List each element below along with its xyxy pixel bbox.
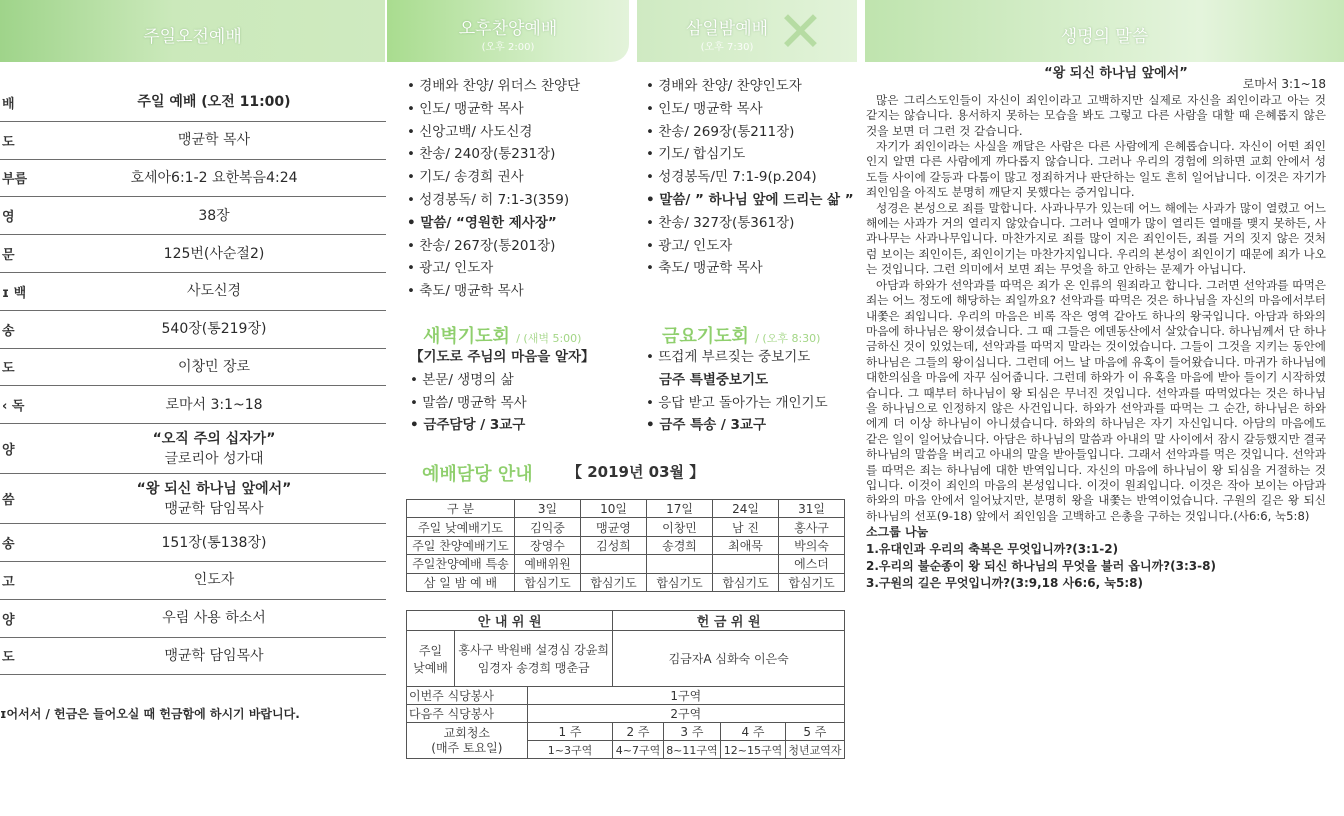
order-row	[0, 524, 386, 562]
word-of-life-title: 생명의 말씀	[1060, 27, 1149, 47]
dawn-prayer-heading	[423, 322, 581, 348]
order-row-text: 540장(통219장)	[161, 321, 267, 338]
table-cell: 박의숙	[779, 536, 845, 554]
worship-duty-table	[406, 499, 845, 592]
cross-icon: ✕	[777, 0, 824, 62]
list-item: • 말씀/ ” 하나님 앞에 드리는 삶 ”	[646, 189, 854, 212]
order-row-label: 도	[2, 650, 15, 666]
kitchen-next-week-label: 다음주 식당봉사	[407, 705, 528, 723]
table-cell: 3일	[515, 500, 581, 518]
order-row-label: 씀	[2, 493, 15, 509]
table-cell: 합심기도	[647, 573, 713, 591]
order-row-value	[42, 130, 386, 150]
list-item: • 신앙고백/ 사도신경	[407, 121, 580, 144]
area-label: 청년교역자	[785, 741, 844, 759]
list-item: 금주 특별중보기도	[659, 371, 769, 388]
worship-duty-month: 【 2019년 03월 】	[567, 463, 705, 481]
list-item: • 경배와 찬양/ 찬양인도자	[646, 75, 854, 98]
order-row	[0, 273, 386, 311]
order-row	[0, 160, 386, 198]
question-item: 1.유대인과 우리의 축복은 무엇입니까?(3:1-2)	[866, 541, 1119, 556]
table-cell: 김익중	[515, 518, 581, 536]
table-cell: 김성희	[581, 536, 647, 554]
offering-header: 헌 금 위 원	[613, 611, 845, 631]
order-row-value	[42, 479, 386, 519]
table-cell: 31일	[779, 500, 845, 518]
order-row-text: 로마서 3:1~18	[165, 396, 263, 413]
table-cell: 주일찬양예배 특송	[407, 555, 515, 573]
small-group-questions	[866, 541, 1326, 592]
order-row	[0, 84, 386, 122]
order-row-label: 고	[2, 574, 15, 590]
worship-duty-title: 예배담당 안내	[422, 464, 533, 485]
list-item: • 말씀/ “영원한 제사장”	[407, 212, 580, 235]
table-row	[407, 555, 845, 573]
week-label: 5 주	[785, 723, 844, 741]
order-row	[0, 197, 386, 235]
order-note: ɪ어서서 / 헌금은 들어오실 때 헌금함에 하시기 바랍니다.	[0, 707, 300, 721]
small-group-heading: 소그룹 나눔	[866, 525, 929, 540]
order-row-label: 문	[2, 248, 15, 264]
question-item: 2.우리의 불순종이 왕 되신 하나님의 무엇을 불러 옵니까?(3:3-8)	[866, 558, 1216, 573]
order-of-service	[0, 84, 386, 675]
list-item: • 기도/ 송경희 권사	[407, 166, 580, 189]
order-row-label: 부름	[2, 172, 28, 188]
order-row-text: 151장(통138장)	[161, 534, 267, 551]
area-label: 8~11구역	[663, 741, 720, 759]
order-row-value	[42, 206, 386, 226]
table-cell: 합심기도	[581, 573, 647, 591]
order-row-text: “왕 되신 하나님 앞에서”	[136, 480, 292, 497]
week-label: 3 주	[663, 723, 720, 741]
list-item: • 광고/ 인도자	[646, 235, 854, 258]
order-row-label: 도	[2, 361, 15, 377]
list-item: • 찬송/ 327장(통361장)	[646, 212, 854, 235]
table-cell: 10일	[581, 500, 647, 518]
order-row-label: 양	[2, 612, 15, 628]
order-row	[0, 386, 386, 424]
table-cell: 주일 찬양예배기도	[407, 536, 515, 554]
sermon-paragraph: 아담과 하와가 선악과를 따먹은 죄가 온 인류의 원죄라고 합니다. 그러면 선악과를 따먹은 죄는 어느 정도에 해당하는 죄일까요? 선악과를 따먹은 것은 하나님을 자신의 마음에서부터 내쫓은 죄입니다. 우리의 마음은 비록 작은 영역 같아도 하나의 왕국입니다. 아담과 하와의 마음에 하나님은 왕이셨습니다. 그 때 그들은 에덴동산에서 살았습니다. 하나님께서 단 하나 금하신 것이 있었는데, 선악과를 따먹지 말라는 것이었습니다. 그들이 그것을 지키는 동안에 하나님은 그들의 왕이십니다. 그런데 어느 날 마음에 유혹이 들어왔습니다. 마귀가 하나님에 대한의심을 마음에 자꾸 심어줍니다. 그런데 하와가 이 유혹을 마음에 받아 들이기 시작하였습니다. 그 때부터 하나님이 왕 되심은 무너진 것입니다. 선악과를 따먹었다는 것은 하나님을 하나님으로 인정하지 않은 사건입니다. 하와가 선악과를 따먹는 그 순간, 하나님은 하와에게 더 이상 하나님이 아니셨습니다. 하와의 하나님은 자기 자신입니다. 아담의 마음에도 같은 일이 일어났습니다. 아담은 하나님의 말씀과 아내의 말 사이에서 잠시 갈등했지만 결국 하나님의 말씀을 버리고 아내의 말을 받아들입니다. 그래서 선악과를 먹은 것입니다. 선악과를 따먹은 죄는 하나님에 대한 반역입니다. 자신의 마음에 하나님이 왕 되심을 거절하는 것입니다. 이것이 죄인의 마음의 본성입니다. 이것이 원죄입니다. 이것은 작아 보이는 아담과 하와의 마음 안에서 일어났지만, 분명히 왕을 내쫓는 반역이었습니다. 구원의 길은 왕 되신 하나님의 선포(9-18) 앞에서 죄인임을 고백하고 은총을 구하는 것입니다.(사6:6, 눅5:8)	[866, 277, 1326, 523]
dawn-prayer-title: 새벽기도회	[423, 326, 510, 347]
list-item: • 말씀/ 맹균학 목사	[410, 392, 595, 415]
table-cell: 구 분	[407, 500, 515, 518]
order-row-value	[42, 357, 386, 377]
week-label: 2 주	[613, 723, 663, 741]
table-cell: 합심기도	[515, 573, 581, 591]
table-cell	[713, 555, 779, 573]
list-item: • 기도/ 합심기도	[646, 143, 854, 166]
order-row-text: 맹균학 목사	[177, 132, 251, 149]
list-item: • 금주담당 / 3교구	[410, 414, 595, 437]
wednesday-order-list	[646, 75, 854, 280]
table-cell: 삼 일 밤 예 배	[407, 573, 515, 591]
wednesday-service-time: (오후 7:30)	[700, 42, 754, 53]
order-row-label: 송	[2, 323, 15, 339]
week-label: 4 주	[721, 723, 786, 741]
dawn-prayer-time: / (새벽 5:00)	[516, 332, 582, 345]
question-item: 3.구원의 길은 무엇입니까?(3:9,18 사6:6, 눅5:8)	[866, 575, 1143, 590]
list-item: • 응답 받고 돌아가는 개인기도	[646, 392, 828, 415]
order-row-label: 양	[2, 443, 15, 459]
order-row-value	[42, 608, 386, 628]
table-row	[407, 536, 845, 554]
table-cell	[647, 555, 713, 573]
offering-names: 김금자A 심화숙 이은숙	[613, 631, 845, 687]
order-row	[0, 349, 386, 387]
order-row-value	[42, 244, 386, 264]
table-cell: 장영수	[515, 536, 581, 554]
friday-prayer-time: / (오후 8:30)	[755, 332, 821, 345]
order-row-subtext: 맹균학 담임목사	[164, 500, 264, 517]
table-cell: 합심기도	[779, 573, 845, 591]
list-item: • 금주 특송 / 3교구	[646, 414, 828, 437]
order-row-label: 영	[2, 210, 15, 226]
order-row-text: 사도신경	[186, 283, 242, 300]
table-row	[407, 573, 845, 591]
afternoon-order-list	[407, 75, 580, 303]
afternoon-service-header	[387, 0, 629, 62]
order-row-value	[42, 92, 386, 112]
usher-header: 안 내 위 원	[407, 611, 613, 631]
dawn-prayer-list	[410, 346, 595, 437]
table-cell: 에스더	[779, 555, 845, 573]
list-item: • 경배와 찬양/ 위더스 찬양단	[407, 75, 580, 98]
wednesday-service-title: 삼일밤예배	[685, 19, 769, 39]
order-row-text: 이창민 장로	[177, 358, 251, 375]
list-item: • 축도/ 맹균학 목사	[646, 257, 854, 280]
order-row-text: 주일 예배 (오전 11:00)	[137, 94, 291, 111]
order-row-value	[42, 168, 386, 188]
order-row	[0, 474, 386, 524]
sermon-reference: 로마서 3:1~18	[1242, 77, 1326, 92]
table-cell: 맹균영	[581, 518, 647, 536]
list-item: • 광고/ 인도자	[407, 257, 580, 280]
afternoon-service-title: 오후찬양예배	[458, 19, 558, 39]
area-label: 1~3구역	[527, 741, 613, 759]
order-row	[0, 600, 386, 638]
order-row-subtext: 글로리아 성가대	[164, 450, 264, 467]
table-cell	[581, 555, 647, 573]
morning-service-header	[0, 0, 385, 62]
table-cell: 예배위원	[515, 555, 581, 573]
order-row	[0, 562, 386, 600]
wednesday-service-header	[637, 0, 857, 62]
word-of-life-header	[865, 0, 1344, 62]
usher-service-label: 주일 낮예배	[407, 631, 455, 687]
kitchen-next-week-value: 2구역	[527, 705, 844, 723]
table-cell: 24일	[713, 500, 779, 518]
order-row-text: 38장	[198, 207, 230, 224]
order-row-value	[42, 646, 386, 666]
list-item: • 인도/ 맹균학 목사	[407, 98, 580, 121]
order-row	[0, 424, 386, 474]
order-row-text: 125번(사순절2)	[163, 245, 265, 262]
kitchen-this-week-label: 이번주 식당봉사	[407, 687, 528, 705]
order-row-value	[42, 570, 386, 590]
order-row-value	[42, 533, 386, 553]
table-row	[407, 518, 845, 536]
friday-prayer-heading	[662, 322, 820, 348]
usher-table	[406, 610, 845, 759]
order-row-value	[42, 395, 386, 415]
list-item: • 뜨겁게 부르짖는 중보기도	[646, 346, 828, 369]
order-row-text: 인도자	[193, 572, 235, 589]
order-row-label: 송	[2, 537, 15, 553]
order-row-text: 호세아6:1-2 요한복음4:24	[130, 169, 298, 186]
sermon-title: “왕 되신 하나님 앞에서”	[1044, 66, 1188, 81]
area-label: 4~7구역	[613, 741, 663, 759]
table-cell: 남 진	[713, 518, 779, 536]
list-item: • 찬송/ 267장(통201장)	[407, 235, 580, 258]
order-row-label: 배	[2, 96, 15, 112]
order-row	[0, 638, 386, 676]
order-row-label: ɪ 백	[2, 285, 27, 301]
morning-service-title: 주일오전예배	[143, 27, 242, 47]
cleaning-label: 교회청소 (매주 토요일)	[407, 723, 528, 759]
table-cell: 최애묵	[713, 536, 779, 554]
order-row-value	[42, 281, 386, 301]
sermon-paragraph: 자기가 죄인이라는 사실을 깨달은 사람은 다른 사람에게 은혜롭습니다. 자신이 어떤 죄인인지 알면 다른 사람에게 까다롭지 않습니다. 그러나 우리의 경험에 의하면 교회 안에서 성도들 사이에 갈등과 다툼이 많고 정죄하거나 판단하는 일도 흔히 일어납니다. 이것은 자기가 죄인임을 아직도 분명히 깨닫지 못했다는 증거입니다.	[866, 139, 1326, 200]
dawn-prayer-theme: 【기도로 주님의 마음을 알자】	[410, 349, 595, 365]
friday-prayer-list	[646, 346, 828, 437]
list-item: • 본문/ 생명의 삶	[410, 369, 595, 392]
order-row-text: 맹균학 담임목사	[164, 647, 264, 664]
sermon-section	[866, 66, 1326, 592]
table-cell: 홍사구	[779, 518, 845, 536]
order-row-value	[42, 429, 386, 469]
order-row-label: ‹ 독	[2, 399, 25, 415]
table-row	[407, 500, 845, 518]
list-item: • 인도/ 맹균학 목사	[646, 98, 854, 121]
order-row	[0, 122, 386, 160]
sermon-paragraph: 많은 그리스도인들이 자신이 죄인이라고 고백하지만 실제로 자신을 죄인이라고 아는 것 같지는 않습니다. 용서하지 못하는 모습을 봐도 그렇고 다른 사람을 대할 때 은혜롭지 않은 것을 보면 더 그런 것 같습니다.	[866, 92, 1326, 138]
order-row-label: 도	[2, 134, 15, 150]
order-row-text: “오직 주의 십자가”	[152, 430, 276, 447]
order-row-value	[42, 319, 386, 339]
friday-prayer-title: 금요기도회	[662, 326, 749, 347]
list-item: • 찬송/ 269장(통211장)	[646, 121, 854, 144]
table-cell: 합심기도	[713, 573, 779, 591]
table-cell: 이창민	[647, 518, 713, 536]
usher-names: 홍사구 박원배 설경심 강윤희 임경자 송경희 맹춘금	[455, 631, 613, 687]
list-item: • 축도/ 맹균학 목사	[407, 280, 580, 303]
list-item: • 성경봉독/ 히 7:1-3(359)	[407, 189, 580, 212]
table-cell: 송경희	[647, 536, 713, 554]
table-cell: 주일 낮예배기도	[407, 518, 515, 536]
table-cell: 17일	[647, 500, 713, 518]
sermon-paragraph: 성경은 본성으로 죄를 말합니다. 사과나무가 있는데 어느 해에는 사과가 많이 열렸고 어느 해에는 사과가 거의 열리지 않았습니다. 그러나 열매가 많이 열리든 열매를 맺지 못하든, 사과나무는 사과나무입니다. 마찬가지로 죄를 많이 지은 죄인이든, 죄를 거의 짓지 않은 것처럼 보이는 죄인이든, 죄인이기는 마찬가지입니다. 우리의 본성이 죄인이기 때문에 죄가 나오는 것입니다. 그런 의미에서 보면 죄는 무엇을 하고 안하는 문제가 아닙니다.	[866, 200, 1326, 277]
area-label: 12~15구역	[721, 741, 786, 759]
list-item: • 성경봉독/민 7:1-9(p.204)	[646, 166, 854, 189]
list-item: • 찬송/ 240장(통231장)	[407, 143, 580, 166]
week-label: 1 주	[527, 723, 613, 741]
order-row	[0, 311, 386, 349]
afternoon-service-time: (오후 2:00)	[481, 42, 535, 53]
order-row-text: 우림 사용 하소서	[162, 610, 266, 627]
order-row	[0, 235, 386, 273]
kitchen-this-week-value: 1구역	[527, 687, 844, 705]
